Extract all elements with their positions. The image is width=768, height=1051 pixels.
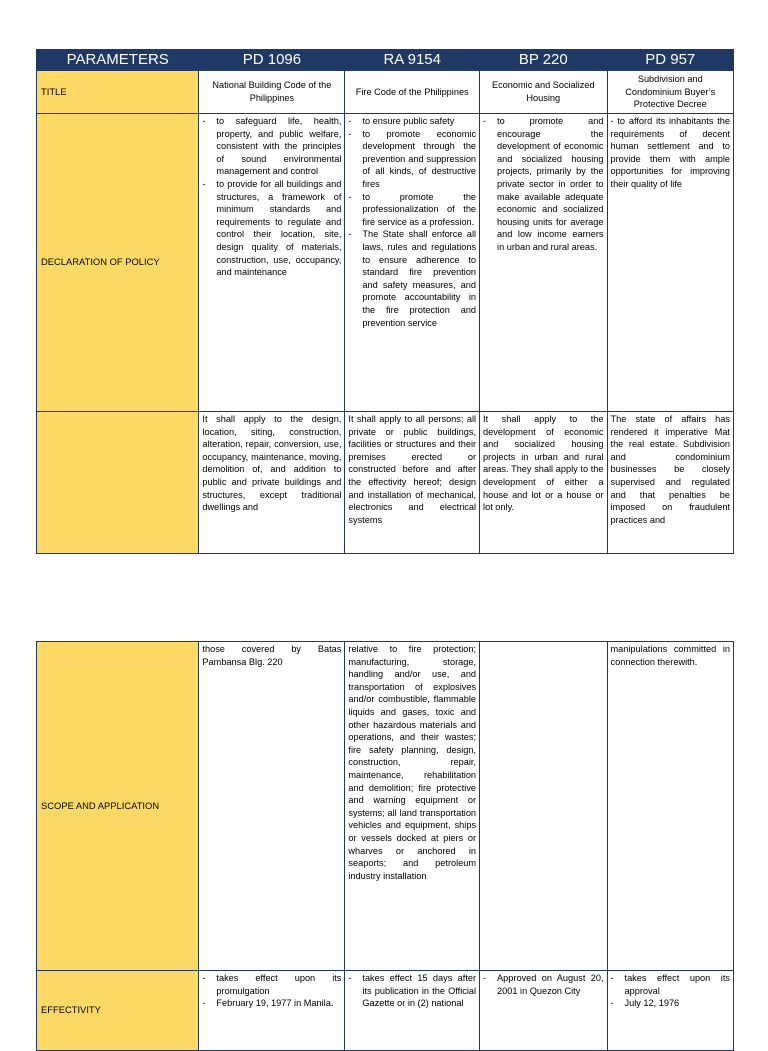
list-item: - takes effect upon its promulgation — [202, 972, 341, 997]
cell-scope-cont-pd957: manipulations committed in connection therewith. — [607, 642, 733, 971]
list-item: - to promote the professionalization of the fire service as a profession. — [348, 191, 476, 229]
cell-effectivity-pd957 — [607, 971, 733, 1051]
cell-policy-bp220 — [480, 114, 607, 412]
table-row-title — [37, 71, 734, 114]
list-item: - February 19, 1977 in Manila. — [202, 997, 341, 1010]
comparison-table-page-top — [36, 49, 734, 554]
cell-scope-cont-pd1096: those covered by Batas Pambansa Blg. 220 — [199, 642, 345, 971]
list-item: - to provide for all buildings and structures, a framework of minimum standards and requirements to regulate and control their location, site, design quality of materials, construction, use, occupancy, and maintenance — [202, 178, 341, 279]
table-row-effectivity — [37, 971, 734, 1051]
row-label-effectivity: EFFECTIVITY — [37, 971, 199, 1051]
row-label-scope: SCOPE AND APPLICATION — [37, 642, 199, 971]
list-item: - to promote economic development through the prevention and suppression of all kinds, of destructive fires — [348, 128, 476, 191]
cell-scope-pd1096: It shall apply to the design, location, siting, construction, alteration, repair, conversion, use, occupancy, maintenance, moving, demolition of, and addition to public and private buildings and structures, except traditional dwellings and — [199, 412, 345, 554]
header-bp220: BP 220 — [480, 50, 607, 71]
table-row-policy — [37, 114, 734, 412]
list-item: - The State shall enforce all laws, rules and regulations to ensure adherence to standard fire prevention and safety measures, and promote accountability in the fire protection and prevention service — [348, 228, 476, 329]
list-item: - July 12, 1976 — [611, 997, 730, 1010]
cell-scope-pd957: The state of affairs has rendered it imperative Mat the real estate. Subdivision and condominium businesses be closely supervised and regulated and that penalties be imposed on fraudulent practices and — [607, 412, 733, 554]
list-item: - takes effect upon its approval — [611, 972, 730, 997]
cell-policy-ra9154 — [345, 114, 480, 412]
cell-effectivity-ra9154 — [345, 971, 480, 1051]
comparison-table-page-continued — [36, 641, 734, 1051]
header-parameters: PARAMETERS — [37, 50, 199, 71]
table-header-row — [37, 50, 734, 71]
cell-scope-ra9154: It shall apply to all persons; all private or public buildings, facilities or structures and their premises erected or constructed before and after the effectivity hereof; design and installation of mechanical, electronics and electrical systems — [345, 412, 480, 554]
cell-effectivity-pd1096 — [199, 971, 345, 1051]
cell-title-ra9154: Fire Code of the Philippines — [345, 71, 480, 114]
row-label-policy: DECLARATION OF POLICY — [37, 114, 199, 412]
list-item: - to ensure public safety — [348, 115, 476, 128]
cell-effectivity-bp220 — [480, 971, 607, 1051]
row-label-title: TITLE — [37, 71, 199, 114]
table-row-scope-part2 — [37, 642, 734, 971]
row-label-scope-part1 — [37, 412, 199, 554]
cell-policy-pd957: - to afford its inhabitants the requirements of decent human settlement and to provide them with ample opportunities for improving their quality of life — [607, 114, 733, 412]
list-item: - Approved on August 20, 2001 in Quezon City — [483, 972, 603, 997]
header-pd957: PD 957 — [607, 50, 733, 71]
cell-title-pd1096: National Building Code of the Philippines — [199, 71, 345, 114]
cell-scope-cont-ra9154: relative to fire protection; manufacturing, storage, handling and/or use, and transportation of explosives and/or combustible, flammable liquids and gases, toxic and other hazardous materials and operations, and their wastes; fire safety planning, design, construction, repair, maintenance, rehabilitation and demolition; fire protective and warning equipment or systems; all land transportation vehicles and equipment, ships or vessels docked at piers or wharves or anchored in seaports; and petroleum industry installation — [345, 642, 480, 971]
header-ra9154: RA 9154 — [345, 50, 480, 71]
list-item: - to promote and encourage the development of economic and socialized housing projects, primarily by the private sector in order to make available adequate economic and socialized housing units for average and low income earners in urban and rural areas. — [483, 115, 603, 254]
cell-scope-cont-bp220 — [480, 642, 607, 971]
cell-scope-bp220: It shall apply to the development of economic and socialized housing projects in urban and rural areas. They shall apply to the development of either a house and lot or a house or lot only. — [480, 412, 607, 554]
table-row-scope-part1 — [37, 412, 734, 554]
cell-policy-pd1096 — [199, 114, 345, 412]
cell-title-pd957: Subdivision and Condominium Buyer’s Protective Decree — [607, 71, 733, 114]
header-pd1096: PD 1096 — [199, 50, 345, 71]
cell-title-bp220: Economic and Socialized Housing — [480, 71, 607, 114]
list-item: - takes effect 15 days after its publication in the Official Gazette or in (2) national — [348, 972, 476, 1010]
list-item: - to safeguard life, health, property, and public welfare, consistent with the principles of sound environmental management and control — [202, 115, 341, 178]
